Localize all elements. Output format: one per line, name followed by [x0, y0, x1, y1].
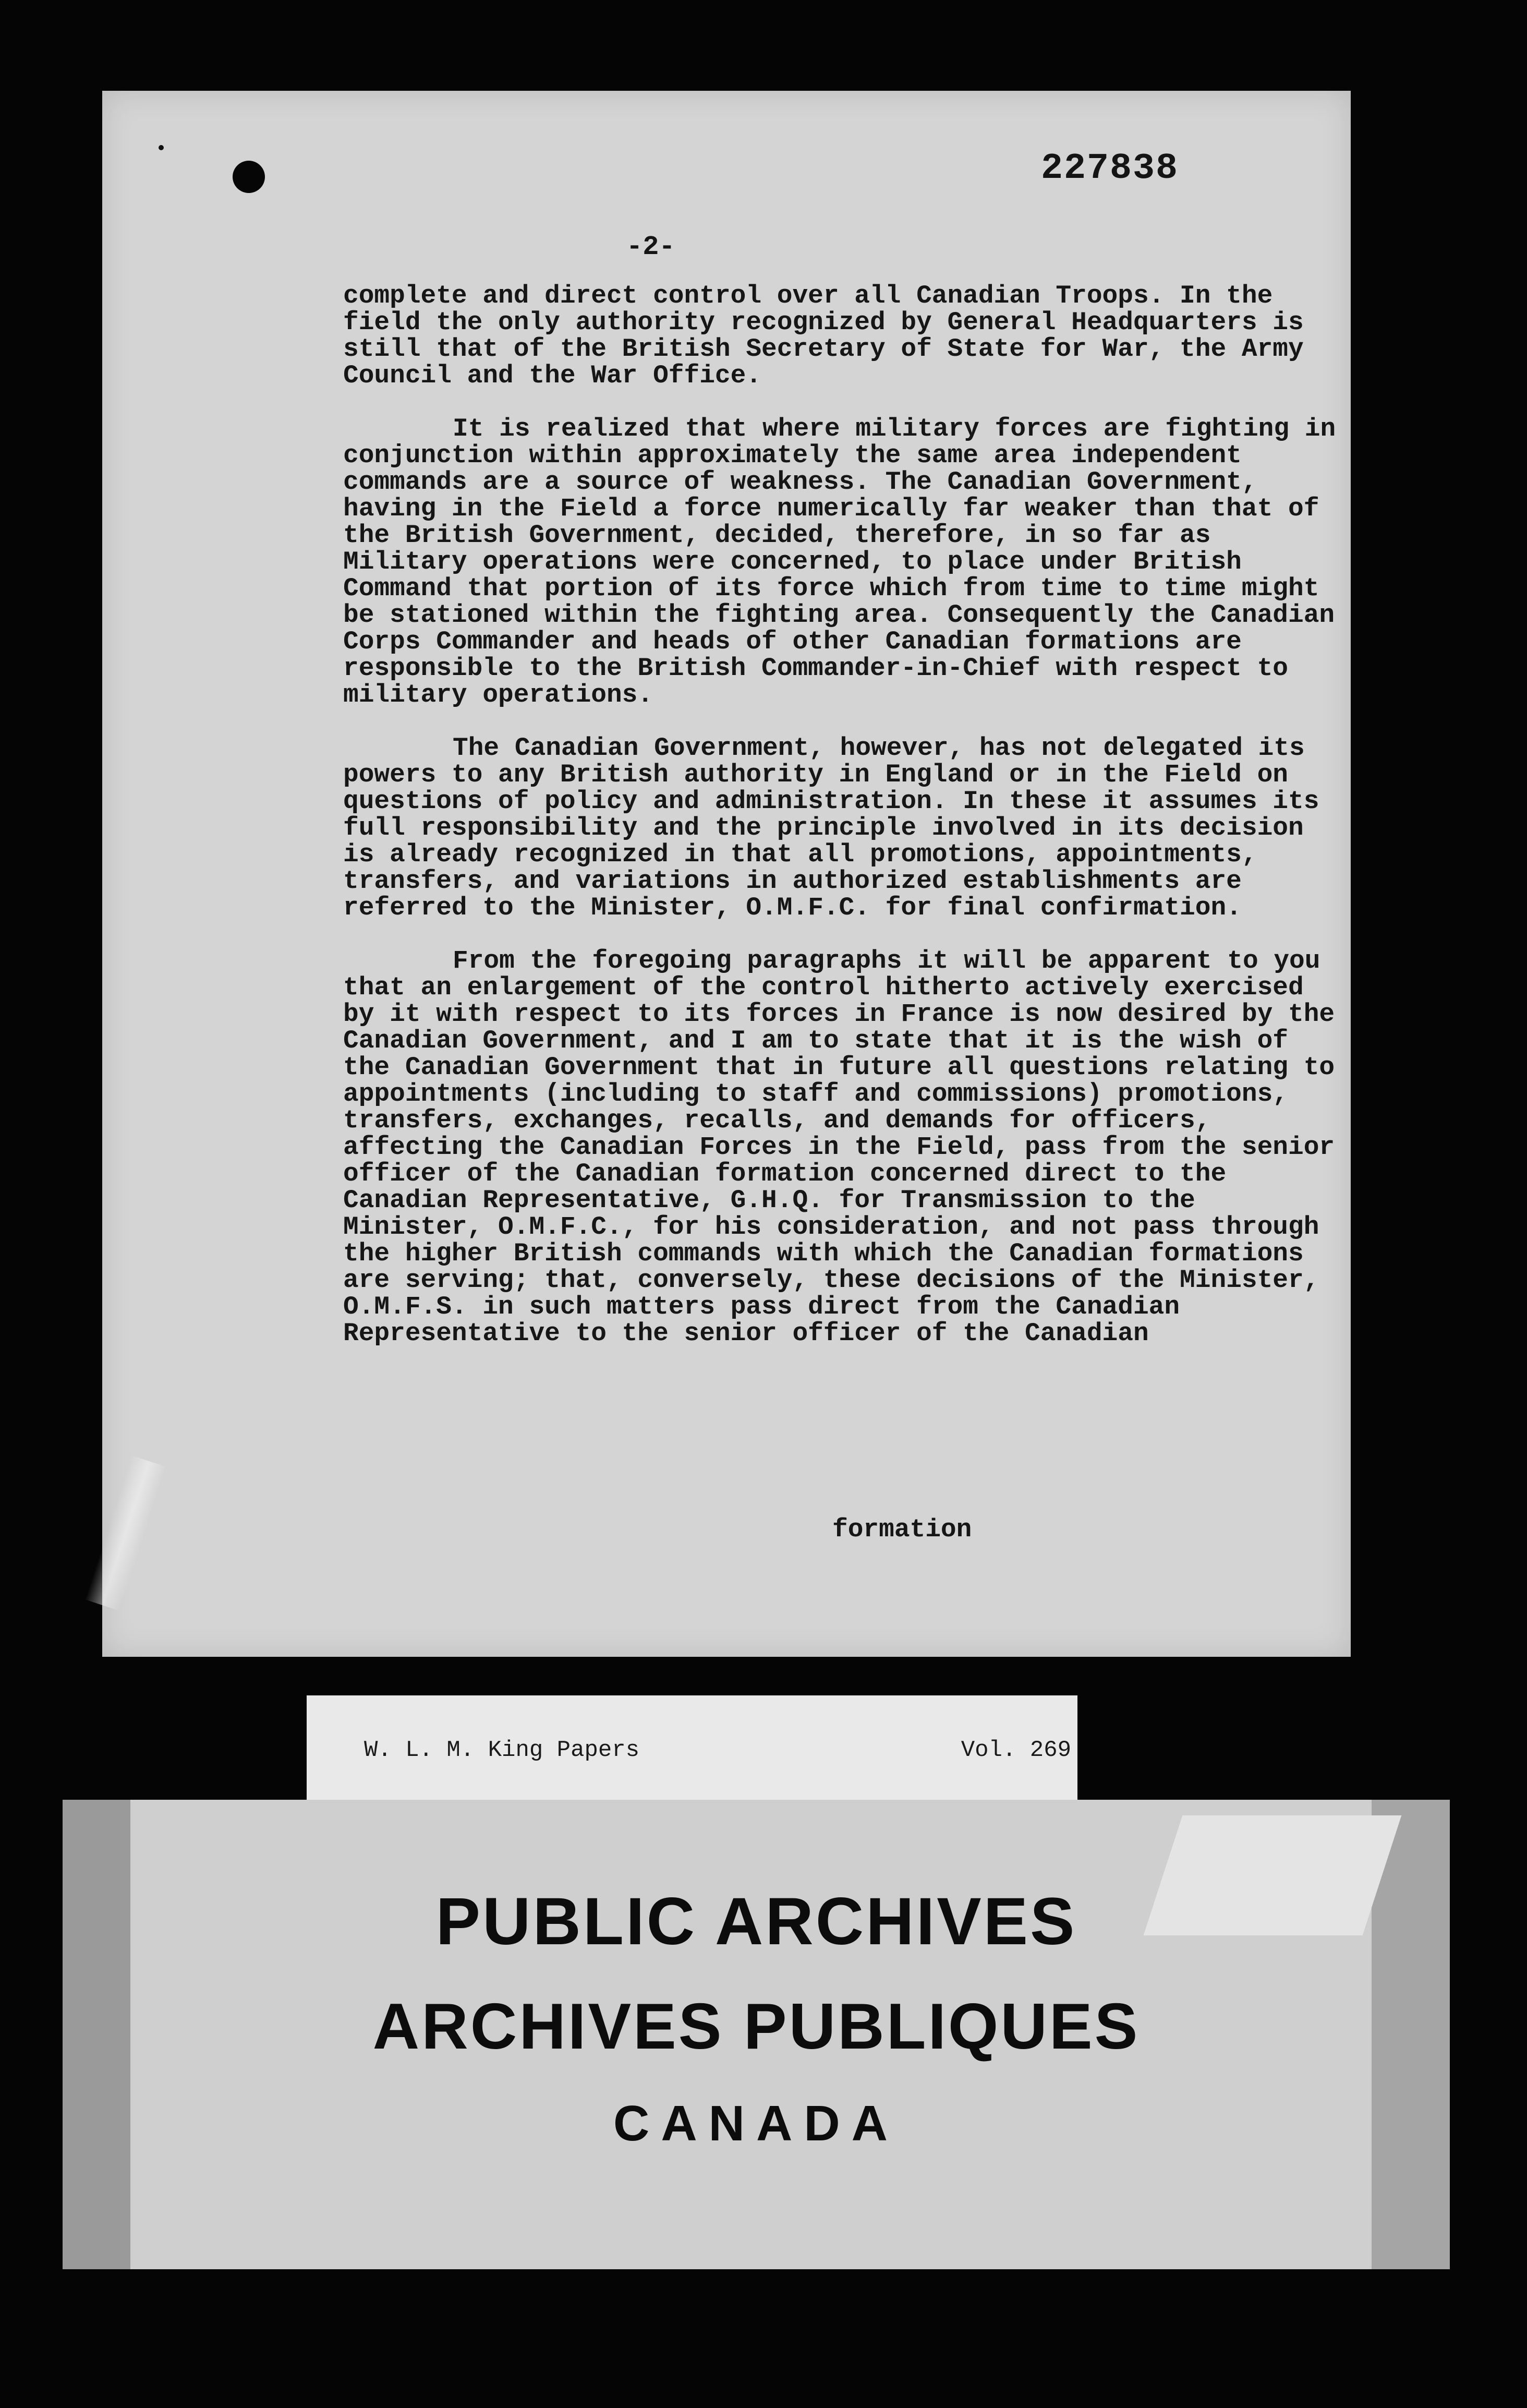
paragraph: It is realized that where military forces are fighting in conjunction within approximately the same area independent commands are a source of weakness. The Canadian Government, having in the Field a force numerically far weaker than that of the British Government, decided, therefore, in so far as Military operations were concerned, to place under British Command that portion of its force which from time to time might be stationed within the fighting area. Consequently the Canadian Corps Commander and heads of other Canadian formations are responsible to the British Commander-in-Chief with respect to military operations.: [343, 414, 1336, 709]
document-number: 227838: [1040, 148, 1179, 189]
collection-name: W. L. M. King Papers: [364, 1737, 640, 1763]
reference-slip: [307, 1695, 1077, 1807]
archives-country: CANADA: [613, 2096, 899, 2151]
paragraph: From the foregoing paragraphs it will be apparent to you that an enlargement of the control hitherto actively exercised by it with respect to its forces in France is now desired by the Canadian Government, and I am to state that it is the wish of the Canadian Government that in future all questions relating to appointments (including to staff and commissions) promotions, transfers, exchanges, recalls, and demands for officers, affecting the Canadian Forces in the Field, pass from the senior officer of the Canadian formation concerned direct to the Canadian Representative, G.H.Q. for Transmission to the Minister, O.M.F.C., for his consideration, and not pass through the higher British commands with which the Canadian formations are serving; that, conversely, these decisions of the Minister, O.M.F.S. in such matters pass direct from the Canadian Representative to the senior officer of the Canadian: [343, 946, 1335, 1348]
paragraph-continued: complete and direct control over all Canadian Troops. In the field the only authority recognized by General Headquarters is still that of the British Secretary of State for War, the Army Council and the War Office.: [343, 281, 1304, 390]
catchword: formation: [832, 1515, 972, 1544]
archives-folder: [63, 1800, 1450, 2269]
archives-title-french: ARCHIVES PUBLIQUES: [372, 1991, 1140, 2063]
letter-page: [102, 91, 1351, 1657]
letter-body: [343, 283, 1350, 1374]
volume-number: Vol. 269: [961, 1737, 1071, 1763]
archives-title-english: PUBLIC ARCHIVES: [435, 1884, 1077, 1959]
paragraph: The Canadian Government, however, has not delegated its powers to any British authority in England or in the Field on questions of policy and administration. In these it assumes its full responsibility and the principle involved in its decision is already recognized in that all promotions, appointments, transfers, and variations in authorized establishments are referred to the Minister, O.M.F.C. for final confirmation.: [343, 733, 1319, 922]
page-number: -2-: [626, 232, 675, 262]
punch-hole: [233, 161, 265, 193]
tape-streak: [85, 1455, 166, 1610]
ink-speck: [159, 145, 164, 150]
